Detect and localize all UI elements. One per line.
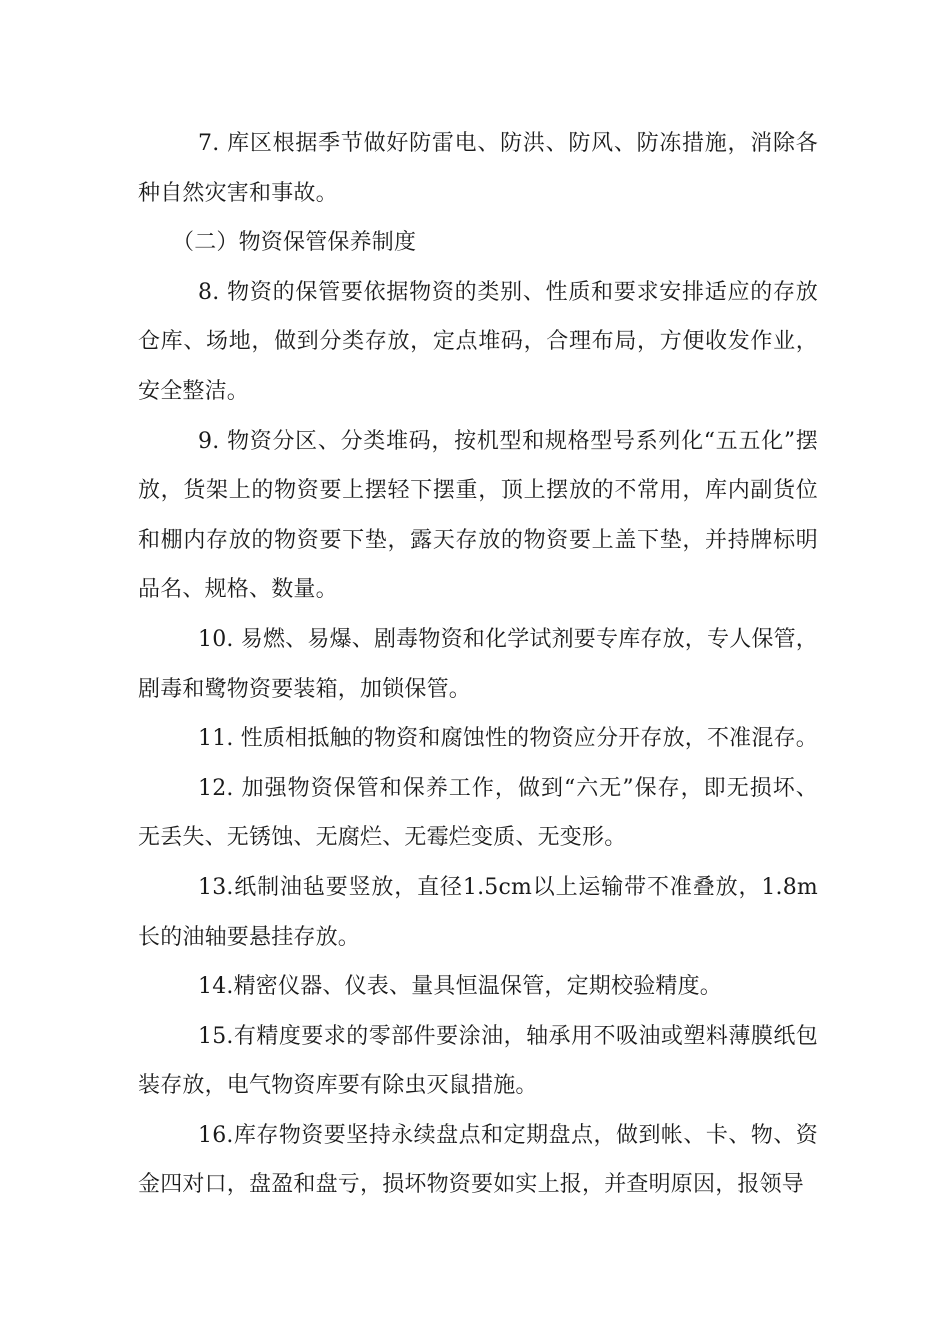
paragraph-13: 13.纸制油毡要竖放，直径1.5cm以上运输带不准叠放，1.8m长的油轴要悬挂存放。 xyxy=(138,874,818,950)
paragraph-11: 11. 性质相抵触的物资和腐蚀性的物资应分开存放，不准混存。 xyxy=(198,726,818,752)
paragraph-7: 7. 库区根据季节做好防雷电、防洪、防风、防冻措施，消除各种自然灾害和事故。 xyxy=(138,131,818,206)
paragraph-12: 12. 加强物资保管和保养工作，做到“六无”保存，即无损坏、无丢失、无锈蚀、无腐烂、无霉烂变质、无变形。 xyxy=(138,775,818,851)
paragraph-14: 14.精密仪器、仪表、量具恒温保管，定期校验精度。 xyxy=(198,974,722,1000)
paragraph-10: 10. 易燃、易爆、剧毒物资和化学试剂要专库存放，专人保管，剧毒和鹭物资要装箱，加锁保管。 xyxy=(138,626,818,702)
document-body xyxy=(138,119,818,1210)
paragraph-9: 9. 物资分区、分类堆码，按机型和规格型号系列化“五五化”摆放，货架上的物资要上摆轻下摆重，顶上摆放的不常用，库内副货位和棚内存放的物资要下垫，露天存放的物资要上盖下垫，并持牌标明品名、规格、数量。 xyxy=(138,428,818,603)
paragraph-15: 15.有精度要求的零部件要涂油，轴承用不吸油或塑料薄膜纸包装存放，电气物资库要有除虫灭鼠措施。 xyxy=(138,1023,818,1099)
section-heading-storage-maintenance: （二）物资保管保养制度 xyxy=(172,230,417,256)
paragraph-16: 16.库存物资要坚持永续盘点和定期盘点，做到帐、卡、物、资金四对口，盘盈和盘亏，损坏物资要如实上报，并查明原因，报领导 xyxy=(138,1122,818,1198)
paragraph-8: 8. 物资的保管要依据物资的类别、性质和要求安排适应的存放仓库、场地，做到分类存放，定点堆码，合理布局，方便收发作业，安全整洁。 xyxy=(138,279,818,404)
